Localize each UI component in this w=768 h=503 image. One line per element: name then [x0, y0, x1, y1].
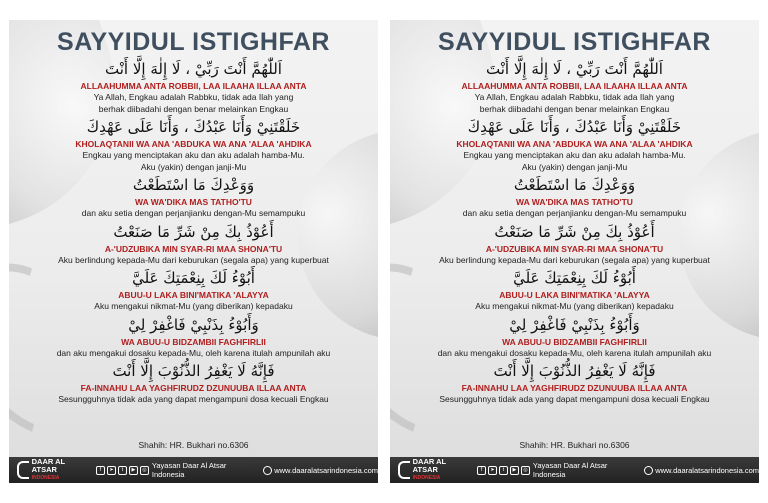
logo-icon [17, 461, 29, 479]
youtube-icon: ▶ [129, 466, 138, 475]
social-icons [477, 466, 530, 475]
arabic-line: أَعُوْذُ بِكَ مِنْ شَرِّ مَا صَنَعْتُ [113, 222, 274, 241]
logo-icon [398, 461, 410, 479]
arabic-line: فَإِنَّهُ لَا يَغْفِرُ الذُّنُوْبَ إِلَّا أَنْتَ [493, 362, 656, 380]
logo-subtitle: INDONESIA [412, 475, 441, 481]
logo-name: DAAR AL ATSAR [31, 457, 65, 474]
meaning-line: berhak diibadahi dengan benar melainkan Engkau [479, 103, 670, 114]
latin-line: ALLAAHUMMA ANTA ROBBII, LAA ILAAHA ILLAA ANTA [461, 81, 688, 91]
poster-content [390, 20, 759, 406]
poster-left [9, 20, 378, 483]
poster-title: SAYYIDUL ISTIGHFAR [438, 28, 711, 56]
hadith-source: Shahih: HR. Bukhari no.6306 [138, 440, 249, 450]
meaning-line: berhak diibadahi dengan benar melainkan Engkau [98, 103, 289, 114]
latin-line: ABUU-U LAKA BINI'MATIKA 'ALAYYA [118, 290, 269, 300]
website-link[interactable]: www.daaralatsarindonesia.com [274, 465, 378, 475]
meaning-line: dan aku mengakui dosaku kepada-Mu, oleh karena itulah ampunilah aku [56, 347, 331, 358]
latin-line: FA-INNAHU LAA YAGHFIRUDZ DZUNUUBA ILLAA ANTA [80, 383, 307, 393]
meaning-line: Engkau yang menciptakan aku dan aku adalah hamba-Mu. [463, 150, 686, 160]
org-name: Yayasan Daar Al Atsar Indonesia [532, 461, 608, 479]
latin-line: KHOLAQTANII WA ANA 'ABDUKA WA ANA 'ALAA 'AHDIKA [75, 139, 312, 149]
poster-title: SAYYIDUL ISTIGHFAR [57, 28, 330, 56]
footer-bar [390, 457, 759, 483]
logo [398, 458, 471, 482]
org-name: Yayasan Daar Al Atsar Indonesia [151, 461, 227, 479]
facebook-icon: f [96, 466, 105, 475]
telegram-icon: ➤ [488, 466, 497, 475]
meaning-line: Aku mengakui nikmat-Mu (yang diberikan) kepadaku [94, 301, 293, 311]
twitter-icon: t [499, 466, 508, 475]
poster-right [390, 20, 759, 483]
youtube-icon: ▶ [510, 466, 519, 475]
logo [17, 458, 90, 482]
arabic-line: وَوَعْدِكَ مَا اسْتَطَعْتُ [132, 176, 255, 194]
arabic-line: خَلَقْتَنِيْ وَأَنَا عَبْدُكَ ، وَأَنَا عَلَى عَهْدِكَ [467, 118, 682, 136]
latin-line: WA WA'DIKA MAS TATHO'TU [135, 197, 252, 207]
arabic-line: وَأَبُوْءُ بِذَنْبِيْ فَاغْفِرْ لِيْ [509, 315, 640, 334]
meaning-line: Aku (yakin) dengan janji-Mu [140, 161, 247, 172]
meaning-line: dan aku setia dengan perjanjianku dengan-Mu semampuku [462, 208, 687, 218]
arabic-line: فَإِنَّهُ لَا يَغْفِرُ الذُّنُوْبَ إِلَّا أَنْتَ [112, 362, 275, 380]
latin-line: KHOLAQTANII WA ANA 'ABDUKA WA ANA 'ALAA 'AHDIKA [456, 139, 693, 149]
arabic-line: أَعُوْذُ بِكَ مِنْ شَرِّ مَا صَنَعْتُ [494, 222, 655, 241]
website-link[interactable]: www.daaralatsarindonesia.com [655, 465, 759, 475]
meaning-line: dan aku mengakui dosaku kepada-Mu, oleh karena itulah ampunilah aku [437, 347, 712, 358]
arabic-line: أَبُوْءُ لَكَ بِنِعْمَتِكَ عَلَيَّ [132, 269, 255, 287]
latin-line: ABUU-U LAKA BINI'MATIKA 'ALAYYA [499, 290, 650, 300]
meaning-line: Aku mengakui nikmat-Mu (yang diberikan) kepadaku [475, 301, 674, 311]
meaning-line: Sesungguhnya tidak ada yang dapat mengampuni dosa kecuali Engkau [58, 394, 329, 404]
meaning-line: Aku (yakin) dengan janji-Mu [521, 161, 628, 172]
latin-line: WA WA'DIKA MAS TATHO'TU [516, 197, 633, 207]
arabic-line: أَبُوْءُ لَكَ بِنِعْمَتِكَ عَلَيَّ [513, 269, 636, 287]
globe-icon [263, 466, 272, 475]
latin-line: FA-INNAHU LAA YAGHFIRUDZ DZUNUUBA ILLAA ANTA [461, 383, 688, 393]
latin-line: WA ABUU-U BIDZAMBII FAGHFIRLII [502, 336, 647, 347]
meaning-line: Ya Allah, Engkau adalah Rabbku, tidak ada Ilah yang [474, 92, 675, 102]
latin-line: A-'UDZUBIKA MIN SYAR-RI MAA SHONA'TU [104, 243, 283, 254]
twitter-icon: t [118, 466, 127, 475]
latin-line: WA ABUU-U BIDZAMBII FAGHFIRLII [121, 336, 266, 347]
facebook-icon: f [477, 466, 486, 475]
meaning-line: Ya Allah, Engkau adalah Rabbku, tidak ada Ilah yang [93, 92, 294, 102]
meaning-line: Sesungguhnya tidak ada yang dapat mengampuni dosa kecuali Engkau [439, 394, 710, 404]
meaning-line: Aku berlindung kepada-Mu dari keburukan (segala apa) yang kuperbuat [58, 254, 329, 265]
arabic-line: وَوَعْدِكَ مَا اسْتَطَعْتُ [513, 176, 636, 194]
arabic-line: اَللّٰهُمَّ أَنْتَ رَبِّيْ ، لَا إِلٰهَ إِلَّا أَنْتَ [105, 60, 282, 78]
poster-content [9, 20, 378, 406]
latin-line: ALLAAHUMMA ANTA ROBBII, LAA ILAAHA ILLAA ANTA [80, 81, 307, 91]
footer-bar [9, 457, 378, 483]
meaning-line: dan aku setia dengan perjanjianku dengan-Mu semampuku [81, 208, 306, 218]
latin-line: A-'UDZUBIKA MIN SYAR-RI MAA SHONA'TU [485, 243, 664, 254]
hadith-source: Shahih: HR. Bukhari no.6306 [519, 440, 630, 450]
telegram-icon: ➤ [107, 466, 116, 475]
meaning-line: Aku berlindung kepada-Mu dari keburukan (segala apa) yang kuperbuat [439, 254, 710, 265]
social-icons [96, 466, 149, 475]
logo-name: DAAR AL ATSAR [412, 457, 446, 474]
arabic-line: اَللّٰهُمَّ أَنْتَ رَبِّيْ ، لَا إِلٰهَ إِلَّا أَنْتَ [486, 60, 663, 78]
globe-icon [644, 466, 653, 475]
logo-subtitle: INDONESIA [31, 475, 60, 481]
arabic-line: وَأَبُوْءُ بِذَنْبِيْ فَاغْفِرْ لِيْ [128, 315, 259, 334]
instagram-icon: ◎ [521, 466, 530, 475]
meaning-line: Engkau yang menciptakan aku dan aku adalah hamba-Mu. [82, 150, 305, 160]
instagram-icon: ◎ [140, 466, 149, 475]
arabic-line: خَلَقْتَنِيْ وَأَنَا عَبْدُكَ ، وَأَنَا عَلَى عَهْدِكَ [86, 118, 301, 136]
